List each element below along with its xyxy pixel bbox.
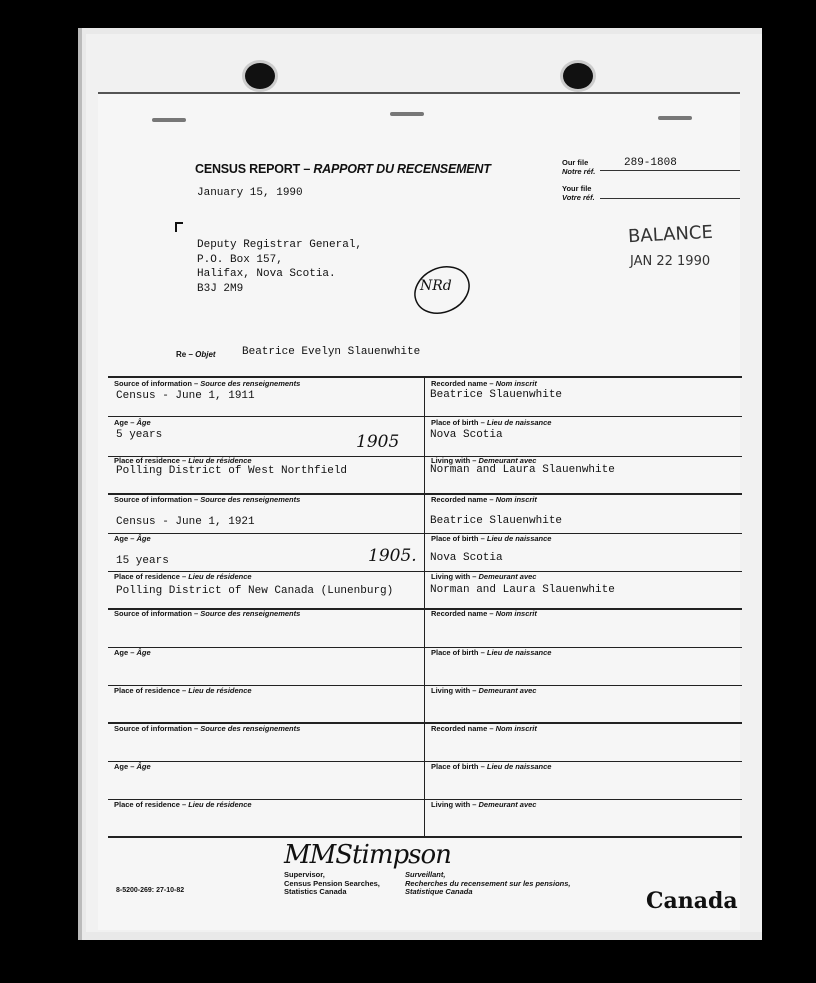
your-file-en: Your file [562,184,592,193]
handwritten-note: NRd [420,278,452,294]
our-file-fr: Notre réf. [562,167,596,176]
age-label [114,418,151,427]
source-label [114,609,300,618]
record-age: 15 years [116,555,169,567]
record-source: Census - June 1, 1911 [116,390,255,402]
label-fr: Lieu de résidence [188,572,252,581]
slot-mark [152,118,186,122]
label-en: Living with – [431,572,479,581]
birth-label [431,648,551,657]
residence-label [114,686,252,695]
age-label [114,534,151,543]
label-fr: Demeurant avec [478,572,537,581]
title-french: RAPPORT DU RECENSEMENT [313,162,491,176]
label-en: Source of information – [114,379,201,388]
your-file-fr: Votre réf. [562,193,595,202]
supervisor-signature: MMStimpson [284,840,451,870]
label-en: Living with – [431,456,479,465]
punch-hole [242,60,278,92]
recorded-name-label [431,379,537,388]
recorded-name-label [431,495,537,504]
label-en: Place of birth – [431,762,487,771]
record-living: Norman and Laura Slauenwhite [430,584,615,596]
label-en: Place of residence – [114,686,189,695]
label-fr: Source des renseignements [200,724,301,733]
label-fr: Demeurant avec [478,800,537,809]
record-residence: Polling District of New Canada (Lunenburg) [116,585,394,597]
record-birth: Nova Scotia [430,552,503,564]
living-label [431,800,536,809]
living-label [431,572,536,581]
label-fr: Âge [136,418,151,427]
address-block [197,238,362,296]
corner-mark [175,222,183,232]
residence-label [114,572,252,581]
label-fr: Nom inscrit [495,609,537,618]
recorded-name-label [431,609,537,618]
report-date: January 15, 1990 [197,187,303,199]
label-fr: Âge [136,534,151,543]
title-english: CENSUS REPORT – [195,162,314,176]
supervisor-title: Supervisor, [284,870,325,879]
slot-mark [658,116,692,120]
label-en: Place of residence – [114,572,189,581]
living-label [431,686,536,695]
subject-value: Beatrice Evelyn Slauenwhite [242,346,421,358]
source-label [114,379,300,388]
our-file-label [562,158,595,176]
record-name: Beatrice Slauenwhite [430,389,563,401]
source-label [114,724,300,733]
label-fr: Nom inscrit [495,379,537,388]
balance-stamp: BALANCE [627,221,714,248]
supervisor-dept: Census Pension Searches, [284,878,380,888]
surveillant-block [405,871,570,897]
label-fr: Lieu de résidence [188,686,252,695]
subject-label-fr: Objet [195,350,216,359]
record-birth: Nova Scotia [430,429,503,441]
residence-label [114,456,252,465]
age-label [114,648,151,657]
label-en: Age – [114,762,137,771]
label-en: Place of residence – [114,800,189,809]
label-fr: Lieu de résidence [188,456,252,465]
label-fr: Nom inscrit [495,495,537,504]
label-en: Place of birth – [431,534,487,543]
handwritten-year: 1905. [368,546,417,566]
label-fr: Lieu de naissance [486,762,552,771]
label-en: Recorded name – [431,495,496,504]
slot-mark [390,112,424,116]
canada-wordmark: Canada [646,888,738,914]
label-en: Recorded name – [431,724,496,733]
subject-label-en: Re – [176,350,196,359]
surveillant-title: Surveillant, [405,870,446,879]
label-en: Source of information – [114,495,201,504]
label-fr: Lieu de naissance [486,648,552,657]
record-living: Norman and Laura Slauenwhite [430,464,615,476]
address-line: P.O. Box 157, [197,253,283,266]
record-source: Census - June 1, 1921 [116,516,255,528]
recorded-name-label [431,724,537,733]
label-fr: Demeurant avec [478,686,537,695]
handwritten-year: 1905 [356,432,400,452]
label-en: Place of residence – [114,456,189,465]
age-label [114,762,151,771]
label-en: Place of birth – [431,648,487,657]
punch-hole [560,60,596,92]
stamp-date: JAN 22 1990 [630,254,711,269]
subject-label [176,350,216,359]
your-file-label [562,184,595,202]
label-fr: Lieu de naissance [486,418,552,427]
birth-label [431,762,551,771]
form-title [195,162,491,176]
label-fr: Source des renseignements [200,379,301,388]
our-file-en: Our file [562,158,589,167]
label-en: Age – [114,648,137,657]
surveillant-org: Statistique Canada [405,887,473,896]
label-en: Recorded name – [431,609,496,618]
column-divider [424,378,425,836]
records-table [108,376,742,838]
row-rule [108,647,742,648]
label-en: Living with – [431,686,479,695]
supervisor-org: Statistics Canada [284,887,347,896]
birth-label [431,534,551,543]
label-en: Age – [114,534,137,543]
our-file-value: 289-1808 [624,157,677,169]
source-label [114,495,300,504]
row-rule [108,533,742,534]
address-line: Halifax, Nova Scotia. [197,268,336,280]
label-en: Age – [114,418,137,427]
label-fr: Source des renseignements [200,495,301,504]
form-number: 8-5200-269: 27-10-82 [116,887,185,894]
label-en: Place of birth – [431,418,487,427]
label-fr: Lieu de résidence [188,800,252,809]
label-fr: Âge [136,648,151,657]
supervisor-block [284,871,380,897]
our-file-rule [600,170,740,171]
label-fr: Demeurant avec [478,456,537,465]
label-fr: Âge [136,762,151,771]
surveillant-dept: Recherches du recensement sur les pensions, [405,878,571,888]
row-rule [108,416,742,417]
residence-label [114,800,252,809]
label-fr: Nom inscrit [495,724,537,733]
birth-label [431,418,551,427]
address-line: B3J 2M9 [197,282,244,295]
record-residence: Polling District of West Northfield [116,465,348,477]
your-file-rule [600,198,740,199]
label-en: Source of information – [114,609,201,618]
record-name: Beatrice Slauenwhite [430,515,563,527]
label-fr: Lieu de naissance [486,534,552,543]
label-en: Recorded name – [431,379,496,388]
label-en: Living with – [431,800,479,809]
label-fr: Source des renseignements [200,609,301,618]
row-rule [108,761,742,762]
address-line: Deputy Registrar General, [197,239,363,251]
label-en: Source of information – [114,724,201,733]
record-age: 5 years [116,429,163,441]
